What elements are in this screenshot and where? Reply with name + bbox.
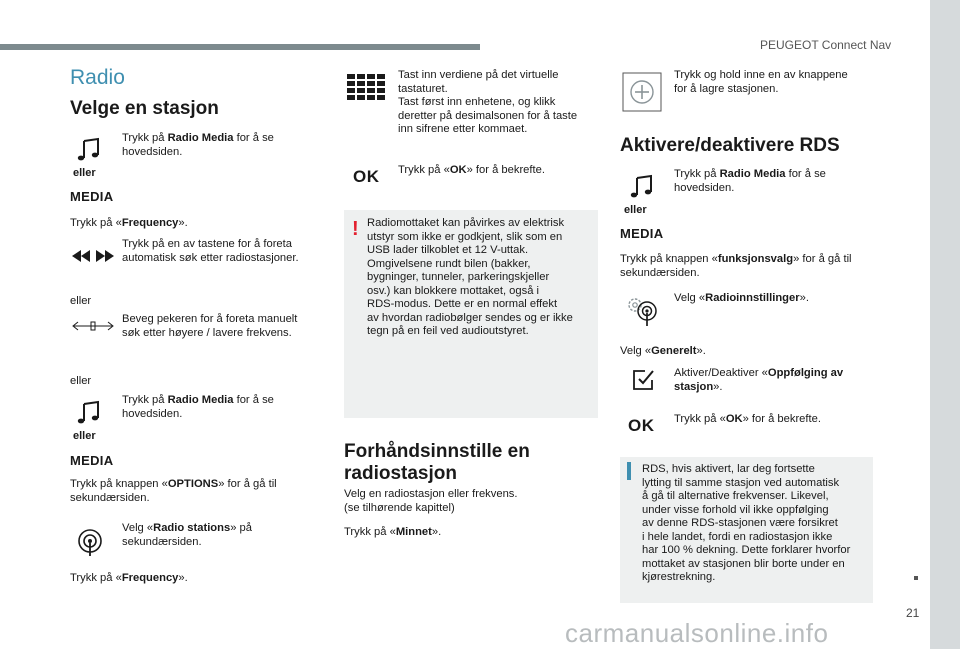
section-heading-rds: Aktivere/deaktivere RDS <box>620 135 840 156</box>
section-heading-select-station: Velge en stasjon <box>70 98 219 119</box>
music-note-icon <box>76 137 102 163</box>
step-radio-media-3: Trykk på Radio Media for å se hovedsiden. <box>674 168 826 194</box>
page-title: Radio <box>70 66 125 89</box>
step-manual-seek: Beveg pekeren for å foreta manuelt søk etter høyere / lavere frekvens. <box>122 313 298 339</box>
ok-button-label: OK <box>353 167 380 186</box>
page-number: 21 <box>906 606 920 620</box>
radio-settings-icon <box>626 296 660 328</box>
step-select-station: Velg en radiostasjon eller frekvens. (se tilhørende kapittel) <box>344 488 518 514</box>
eller-label: eller <box>70 375 92 387</box>
eller-label: eller <box>73 167 96 179</box>
warning-text: Radiomottaket kan påvirkes av elektrisk utstyr som ikke er godkjent, slik som en USB lader tilkoblet et 12 V-uttak. Omgivelsene rundt bilen (bakker, bygninger, tunneler, parkeringskjeller osv.) kan blokkere mottaket, også i RDS-modus. Dette er en normal effekt av hvordan radiobølger sendes og er ikke tegn på en feil ved audioutstyret. <box>367 217 573 337</box>
music-note-icon <box>629 174 655 200</box>
step-radio-settings: Velg «Radioinnstillinger». <box>674 292 809 304</box>
step-memory: Trykk på «Minnet». <box>344 526 442 538</box>
section-heading-preset: Forhåndsinnstille en radiostasjon <box>344 441 530 484</box>
eller-label: eller <box>73 430 96 442</box>
eller-label: eller <box>624 204 647 216</box>
media-button-label: MEDIA <box>70 189 114 204</box>
ok-button-label: OK <box>628 416 655 435</box>
bullet-marker <box>914 576 918 580</box>
step-radio-media: Trykk på Radio Media for å se hovedsiden. <box>122 132 274 158</box>
step-auto-seek: Trykk på en av tastene for å foreta automatisk søk etter radiostasjoner. <box>122 238 299 264</box>
step-frequency-2: Trykk på «Frequency». <box>70 572 188 584</box>
step-radio-stations: Velg «Radio stations» på sekundærsiden. <box>122 522 252 548</box>
step-function-select: Trykk på knappen «funksjonsvalg» for å gå til sekundærsiden. <box>620 253 852 279</box>
add-preset-icon <box>622 72 662 112</box>
brand-header: PEUGEOT Connect Nav <box>760 38 892 52</box>
step-station-follow: Aktiver/Deaktiver «Oppfølging av stasjon». <box>674 367 844 393</box>
step-options: Trykk på knappen «OPTIONS» for å gå til sekundærsiden. <box>70 478 277 504</box>
step-ok: Trykk på «OK» for å bekrefte. <box>398 164 545 176</box>
media-button-label: MEDIA <box>70 453 114 468</box>
keypad-icon <box>347 74 385 102</box>
seek-buttons-icon <box>70 248 116 264</box>
checkbox-icon <box>631 368 655 392</box>
page-edge-band <box>930 0 960 649</box>
step-general: Velg «Generelt». <box>620 345 706 357</box>
step-hold-save: Trykk og hold inne en av knappene for å lagre stasjonen. <box>674 69 848 95</box>
step-frequency: Trykk på «Frequency». <box>70 217 188 229</box>
frequency-slider-icon <box>70 320 116 332</box>
step-keypad: Tast inn verdiene på det virtuelle tastaturet. Tast først inn enhetene, og klikk deretter på desimalsonen for å taste inn sifrene etter kommaet. <box>398 69 578 135</box>
info-bar <box>627 462 631 480</box>
warning-icon: ! <box>352 218 359 240</box>
media-button-label: MEDIA <box>620 226 664 241</box>
header-rule <box>0 44 480 50</box>
step-ok-3: Trykk på «OK» for å bekrefte. <box>674 413 821 425</box>
radio-antenna-icon <box>75 528 105 558</box>
step-radio-media-2: Trykk på Radio Media for å se hovedsiden. <box>122 394 274 420</box>
music-note-icon <box>76 400 102 426</box>
watermark: carmanualsonline.info <box>565 618 829 648</box>
info-text: RDS, hvis aktivert, lar deg fortsette lytting til samme stasjon ved automatisk å gå til alternative frekvenser. Likevel, under visse forhold vil ikke oppfølging av denne RDS-stasjonen være forsikret i hele landet, fordi en radiostasjon ikke har 100 % dekning. Dette forklarer hvorfor mottaket av stasjonen blir borte under en kjørestrekning. <box>642 463 851 583</box>
eller-label: eller <box>70 295 92 307</box>
